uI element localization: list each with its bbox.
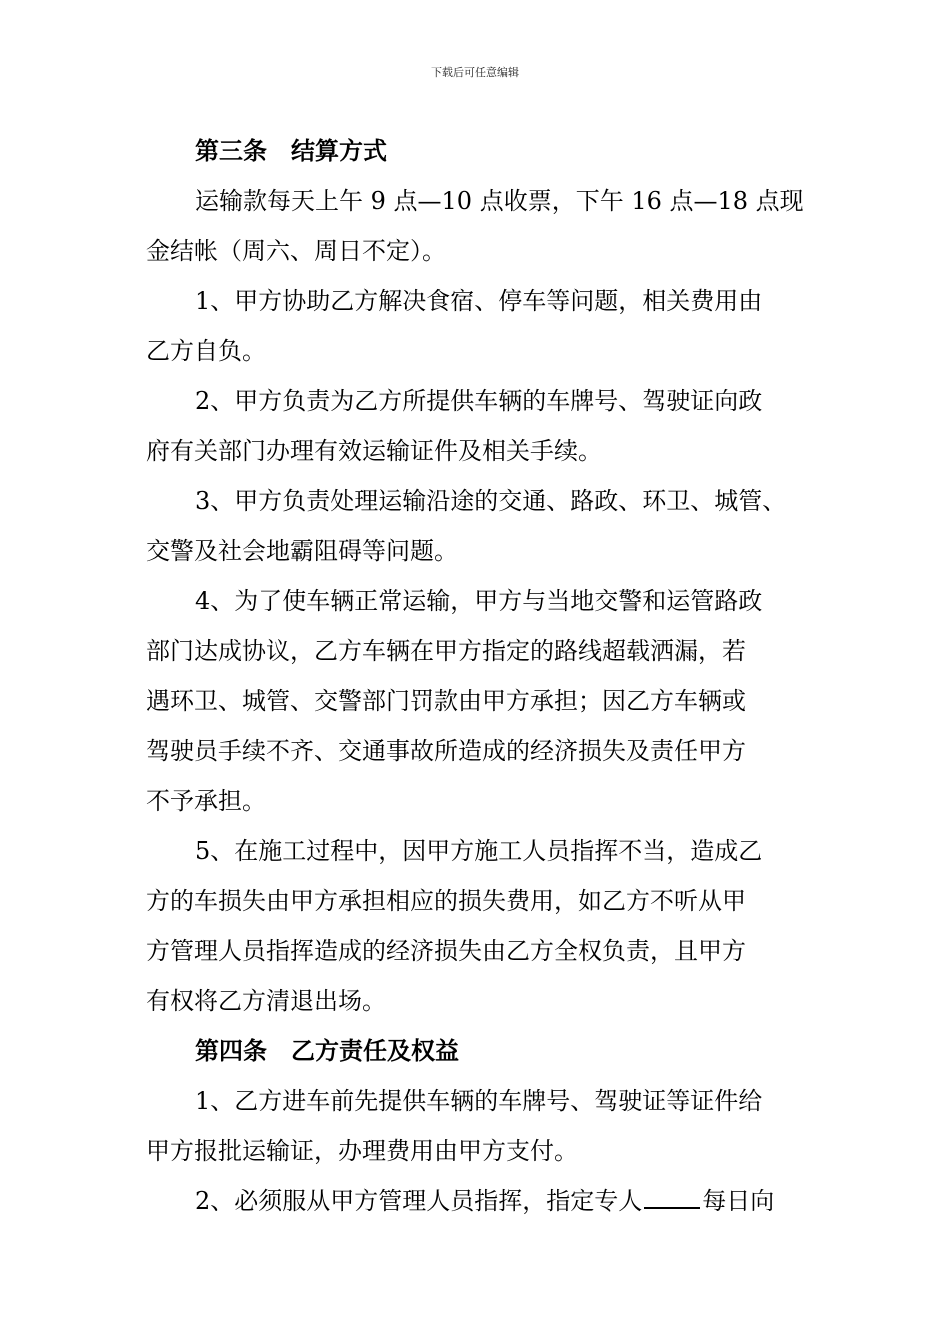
text-line: 不予承担。 (146, 787, 266, 815)
page-header: 下载后可任意编辑 (431, 66, 519, 79)
article-3-heading (146, 126, 826, 176)
text-line: 方管理人员指挥造成的经济损失由乙方全权负责，且甲方 (146, 937, 746, 965)
article-4-clause-1 (146, 1076, 826, 1176)
text-line: 金结帐（周六、周日不定）。 (146, 237, 446, 265)
article-3-title: 结算方式 (291, 137, 387, 165)
text-line: 部门达成协议，乙方车辆在甲方指定的路线超载洒漏，若 (146, 637, 746, 665)
article-3-paragraph-1 (146, 176, 826, 276)
text-line (146, 1176, 826, 1226)
text-line: 2、甲方负责为乙方所提供车辆的车牌号、驾驶证向政 (195, 387, 763, 415)
article-3-clause-2 (146, 376, 826, 476)
text-line: 驾驶员手续不齐、交通事故所造成的经济损失及责任甲方 (146, 737, 746, 765)
article-4-heading (146, 1026, 826, 1076)
text-line: 5、在施工过程中，因甲方施工人员指挥不当，造成乙 (195, 837, 763, 865)
clause-text-before-blank: 2、必须服从甲方管理人员指挥，指定专人 (195, 1187, 643, 1215)
text-line: 甲方报批运输证，办理费用由甲方支付。 (146, 1137, 578, 1165)
article-3-number: 第三条 (195, 137, 267, 165)
article-4-number: 第四条 (195, 1037, 267, 1065)
text-line: 交警及社会地霸阻碍等问题。 (146, 537, 458, 565)
article-4-title: 乙方责任及权益 (291, 1037, 459, 1065)
article-3-clause-5 (146, 826, 826, 1026)
fill-in-blank[interactable] (644, 1177, 700, 1209)
text-line: 遇环卫、城管、交警部门罚款由甲方承担；因乙方车辆或 (146, 687, 746, 715)
text-line: 府有关部门办理有效运输证件及相关手续。 (146, 437, 602, 465)
text-line: 方的车损失由甲方承担相应的损失费用，如乙方不听从甲 (146, 887, 746, 915)
text-line: 乙方自负。 (146, 337, 266, 365)
text-line: 运输款每天上午 9 点—10 点收票，下午 16 点—18 点现 (195, 187, 804, 215)
article-3-clause-3 (146, 476, 826, 576)
text-line: 4、为了使车辆正常运输，甲方与当地交警和运管路政 (195, 587, 763, 615)
text-line: 有权将乙方清退出场。 (146, 987, 386, 1015)
article-3-clause-1 (146, 276, 826, 376)
document-body (146, 126, 826, 1226)
text-line: 1、乙方进车前先提供车辆的车牌号、驾驶证等证件给 (195, 1087, 763, 1115)
clause-text-after-blank: 每日向 (702, 1187, 775, 1215)
text-line: 1、甲方协助乙方解决食宿、停车等问题，相关费用由 (195, 287, 763, 315)
article-4-clause-2 (146, 1176, 826, 1226)
text-line: 3、甲方负责处理运输沿途的交通、路政、环卫、城管、 (195, 487, 787, 515)
article-3-clause-4 (146, 576, 826, 826)
